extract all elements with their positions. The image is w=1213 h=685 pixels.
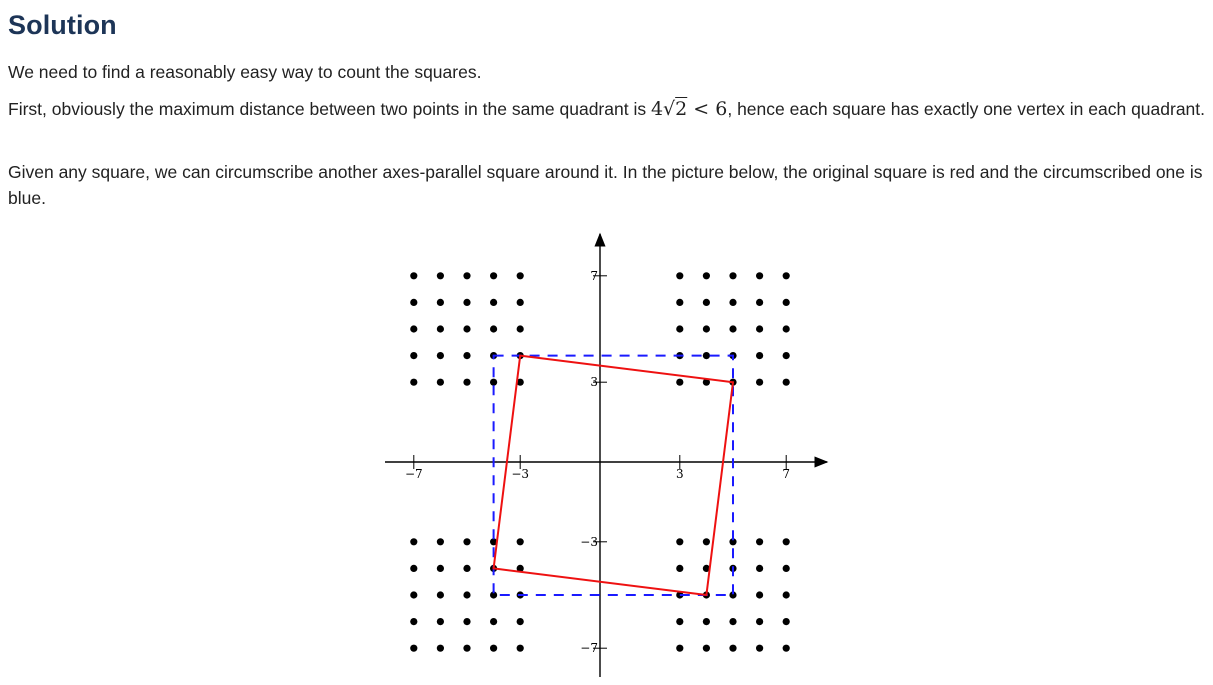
lattice-dot	[703, 352, 710, 359]
lattice-dot	[490, 618, 497, 625]
paragraph-distance	[8, 96, 1208, 122]
lattice-dot	[490, 272, 497, 279]
lattice-dot	[703, 299, 710, 306]
lattice-dot	[756, 618, 763, 625]
lattice-dot	[463, 352, 470, 359]
lattice-dot	[517, 645, 524, 652]
lattice-dot	[729, 325, 736, 332]
lattice-dot	[410, 565, 417, 572]
y-tick-label: −7	[580, 641, 598, 656]
lattice-dot	[783, 565, 790, 572]
lattice-dot	[783, 618, 790, 625]
paragraph-distance-pre: First, obviously the maximum distance between two points in the same quadrant is	[8, 99, 651, 119]
lattice-dot	[783, 299, 790, 306]
lattice-dot	[756, 272, 763, 279]
lattice-dot	[517, 618, 524, 625]
lattice-dot	[490, 645, 497, 652]
lattice-dot	[703, 272, 710, 279]
x-tick-label: −3	[511, 467, 530, 481]
circumscribed-square-blue	[494, 356, 733, 595]
y-tick-label: 3	[590, 375, 598, 390]
lattice-dot	[517, 325, 524, 332]
x-tick-label: 3	[675, 467, 684, 481]
math-comparison: < 6	[687, 98, 728, 120]
paragraph-distance-post: , hence each square has exactly one vertex in each quadrant.	[727, 99, 1206, 119]
original-square-red	[494, 356, 733, 595]
lattice-dot	[729, 272, 736, 279]
lattice-dot	[783, 538, 790, 545]
x-tick-label: −7	[404, 467, 423, 481]
math-coefficient: 4	[650, 98, 664, 120]
lattice-dot	[676, 565, 683, 572]
lattice-dot	[437, 591, 444, 598]
lattice-dot	[756, 645, 763, 652]
lattice-squares-figure	[380, 228, 830, 680]
lattice-dot	[490, 299, 497, 306]
lattice-dot	[410, 379, 417, 386]
lattice-dot	[410, 352, 417, 359]
lattice-dot	[676, 379, 683, 386]
lattice-dot	[463, 538, 470, 545]
lattice-dot	[783, 325, 790, 332]
lattice-dot	[490, 379, 497, 386]
lattice-dot	[437, 565, 444, 572]
lattice-dot	[463, 272, 470, 279]
lattice-dot	[729, 645, 736, 652]
lattice-dot	[676, 325, 683, 332]
lattice-dot	[783, 591, 790, 598]
lattice-dot	[410, 538, 417, 545]
lattice-dot	[729, 618, 736, 625]
lattice-dot	[783, 352, 790, 359]
lattice-dot	[437, 352, 444, 359]
lattice-dot	[756, 299, 763, 306]
lattice-dot	[463, 645, 470, 652]
lattice-dot	[756, 352, 763, 359]
lattice-dot	[517, 538, 524, 545]
lattice-dot	[729, 299, 736, 306]
lattice-dot	[410, 618, 417, 625]
lattice-dot	[676, 299, 683, 306]
y-tick-label: 7	[590, 268, 598, 283]
lattice-dot	[490, 325, 497, 332]
lattice-dot	[517, 299, 524, 306]
lattice-dot	[410, 299, 417, 306]
lattice-dot	[463, 618, 470, 625]
lattice-dot	[783, 645, 790, 652]
lattice-dot	[703, 325, 710, 332]
lattice-dot	[517, 272, 524, 279]
lattice-dot	[410, 272, 417, 279]
math-expression: 4√2 < 6	[650, 98, 728, 120]
lattice-dot	[437, 618, 444, 625]
lattice-dot	[703, 618, 710, 625]
lattice-dot	[410, 645, 417, 652]
lattice-dot	[463, 379, 470, 386]
x-tick-label: 7	[782, 467, 791, 481]
lattice-dot	[783, 272, 790, 279]
lattice-dot	[463, 565, 470, 572]
lattice-dot	[756, 538, 763, 545]
math-radicand: 2	[675, 98, 688, 120]
lattice-dot	[463, 591, 470, 598]
lattice-dot	[703, 645, 710, 652]
lattice-dot	[676, 538, 683, 545]
lattice-dot	[463, 325, 470, 332]
lattice-dot	[463, 299, 470, 306]
lattice-dot	[676, 618, 683, 625]
solution-heading: Solution	[8, 10, 117, 40]
lattice-dot	[756, 565, 763, 572]
lattice-dot	[437, 538, 444, 545]
lattice-dot	[756, 379, 763, 386]
lattice-dot	[437, 299, 444, 306]
y-tick-label: −3	[580, 534, 598, 549]
lattice-dot	[676, 645, 683, 652]
lattice-dot	[783, 379, 790, 386]
paragraph-intro: We need to find a reasonably easy way to count the squares.	[8, 62, 482, 82]
lattice-dot	[756, 591, 763, 598]
lattice-dot	[437, 645, 444, 652]
lattice-dot	[437, 379, 444, 386]
lattice-dot	[437, 272, 444, 279]
lattice-dot	[756, 325, 763, 332]
lattice-dot	[410, 591, 417, 598]
lattice-dot	[437, 325, 444, 332]
lattice-dot	[410, 325, 417, 332]
paragraph-circumscribe: Given any square, we can circumscribe another axes-parallel square around it. In the picture below, the original square is red and the circumscribed one is blue.	[8, 162, 1203, 208]
lattice-dot	[676, 272, 683, 279]
lattice-dot	[703, 538, 710, 545]
